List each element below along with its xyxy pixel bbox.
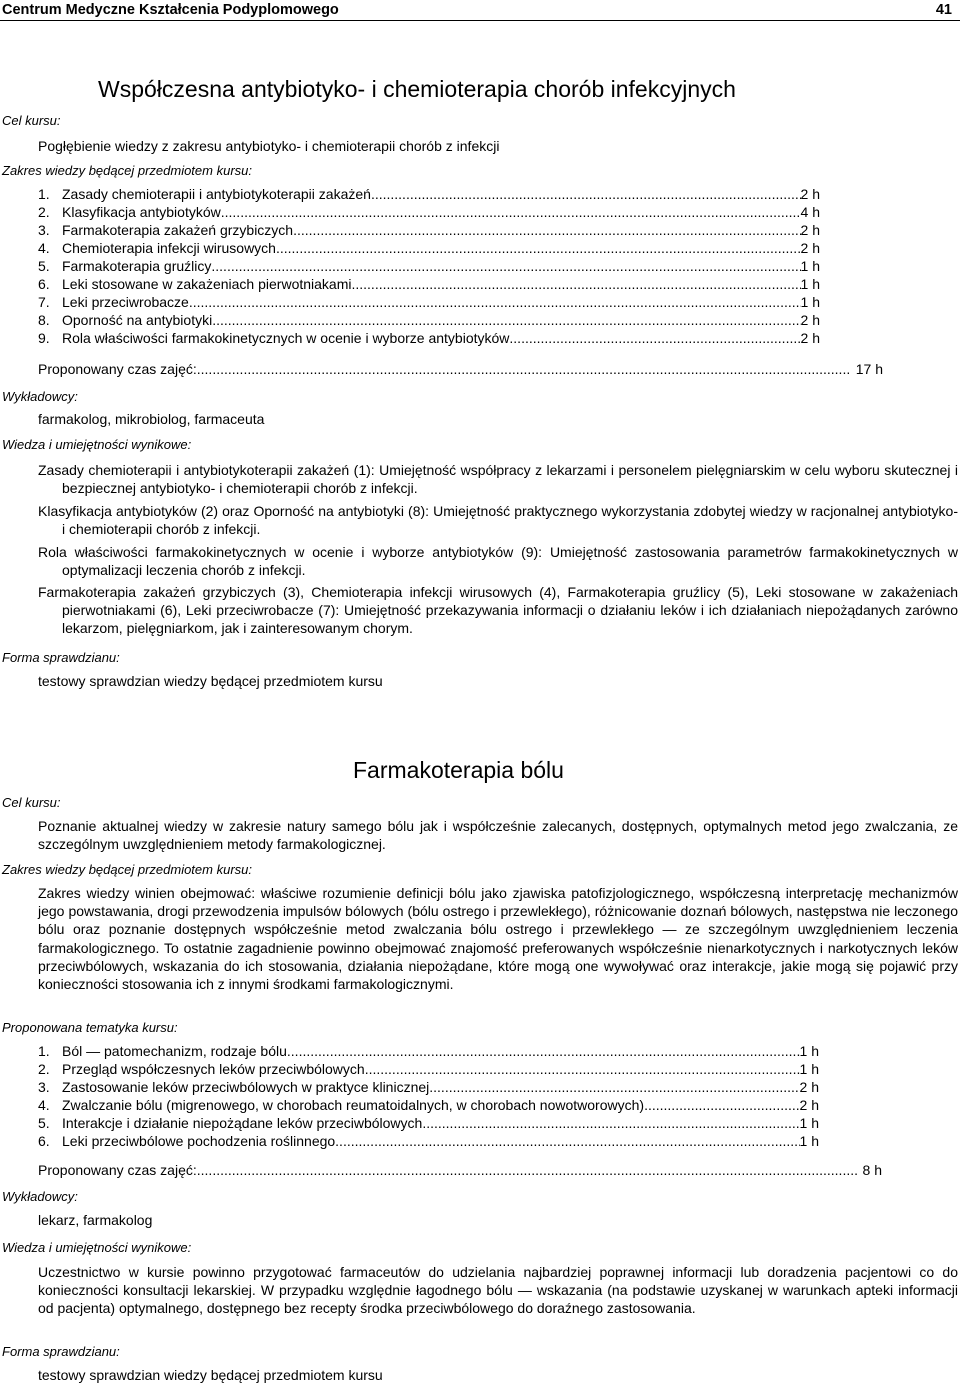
topic-number: 1. — [38, 1043, 50, 1059]
exam-text: testowy sprawdzian wiedzy będącej przedmiotem kursu — [38, 1367, 383, 1383]
proposed-time-value: 17 h — [855, 361, 883, 377]
outcome-item: Zasady chemioterapii i antybiotykoterapii zakażeń (1): Umiejętność współpracy z lekarzami i personelem pielęgniarskim w celu wyboru skutecznej i bezpiecznej antybiotyko- i chemioterapii chorób z infekcji. — [38, 462, 958, 497]
topic-number: 5. — [38, 258, 50, 274]
lecturers-label: Wykładowcy: — [2, 1189, 78, 1204]
topic-item — [38, 185, 820, 203]
topic-item — [38, 275, 820, 293]
topic-item — [38, 1132, 819, 1150]
topic-text: Zastosowanie leków przeciwbólowych w praktyce klinicznej — [62, 1079, 430, 1095]
leader-dots — [221, 203, 801, 221]
outcome-item: Rola właściwości farmakokinetycznych w ocenie i wyborze antybiotyków (9): Umiejętność zastosowania parametrów farmakokinetycznych w optymalizacji leczenia chorób z infekcji. — [38, 544, 958, 579]
topic-hours: 2 h — [800, 240, 820, 256]
leader-dots — [212, 311, 800, 329]
topic-list — [38, 1042, 819, 1150]
proposed-time — [38, 1161, 882, 1179]
topic-item — [38, 1042, 819, 1060]
topic-text: Chemioterapia infekcji wirusowych — [62, 240, 276, 256]
exam-text: testowy sprawdzian wiedzy będącej przedmiotem kursu — [38, 673, 383, 689]
exam-label: Forma sprawdzianu: — [2, 650, 120, 665]
topic-number: 8. — [38, 312, 50, 328]
scope-text: Zakres wiedzy winien obejmować: właściwe rozumienie definicji bólu jako zjawiska patofizjologicznego, współczesną interpretację mechanizmów jego powstawania, drogi przewodzenia impulsów bólowych (bólu ostrego i przewlekłego), różnicowanie doznań bólowych, następstwa nie leczonego bólu oraz poznanie dostępnych współcześnie metod zwalczania bólu ostrego i przewlekłego — ze szczególnym uwzględnieniem leczenia farmakologicznego. To ostatnie zagadnienie powinno obejmować znajomość preferowanych współcześnie nienarkotycznych i narkotycznych leków przeciwbólowych, wskazania do ich stosowania, działania niepożądane, które mogą one wywoływać oraz interakcje, jakie mogą się pojawić przy konieczności stosowania ich z innymi środkami farmakologicznymi. — [38, 885, 958, 992]
leader-dots — [293, 221, 800, 239]
leader-dots — [197, 1161, 857, 1179]
course-title: Współczesna antybiotyko- i chemioterapia chorób infekcyjnych — [98, 76, 736, 102]
topic-text: Leki przeciwbólowe pochodzenia roślinnego — [62, 1133, 336, 1149]
lecturers-text: farmakolog, mikrobiolog, farmaceuta — [38, 411, 265, 427]
outcomes-text: Uczestnictwo w kursie powinno przygotować farmaceutów do udzielania najbardziej poprawnej informacji lub doradzenia pacjentowi co do konieczności konsultacji lekarskiej. W przypadku względnie łagodnego bólu — wskazania (na podstawie uzyskanej w warunkach apteki informacji od pacjenta) optymalnego, dostępnego bez recepty środka przeciwbólowego do doraźnego zastosowania. — [38, 1264, 958, 1317]
goal-label: Cel kursu: — [2, 113, 61, 128]
topic-list — [38, 185, 820, 347]
topic-hours: 1 h — [800, 276, 820, 292]
topic-hours: 2 h — [800, 330, 820, 346]
topic-number: 1. — [38, 186, 50, 202]
topic-item — [38, 221, 820, 239]
topic-hours: 2 h — [799, 1079, 819, 1095]
topic-hours: 1 h — [799, 1061, 819, 1077]
leader-dots — [371, 185, 801, 203]
topic-number: 2. — [38, 204, 50, 220]
leader-dots — [351, 275, 800, 293]
topic-item — [38, 239, 820, 257]
topic-item — [38, 311, 820, 329]
topics-label: Proponowana tematyka kursu: — [2, 1020, 178, 1035]
outcomes-label: Wiedza i umiejętności wynikowe: — [2, 437, 192, 452]
topic-number: 6. — [38, 276, 50, 292]
topic-text: Leki stosowane w zakażeniach pierwotniakami — [62, 276, 352, 292]
topic-number: 2. — [38, 1061, 50, 1077]
leader-dots — [509, 329, 800, 347]
topic-number: 4. — [38, 240, 50, 256]
outcome-item: Farmakoterapia zakażeń grzybiczych (3), Chemioterapia infekcji wirusowych (4), Farmakoterapia gruźlicy (5), Leki stosowane w zakażeniach pierwotniakami (6), Leki przeciwrobacze (7): Umiejętność przekazywania informacji o działaniu leków i ich działaniach niepożądanych zarówno lekarzom, pielęgniarkom, jak i zainteresowanym chorym. — [38, 584, 958, 637]
topic-text: Przegląd współczesnych leków przeciwbólowych — [62, 1061, 365, 1077]
topic-text: Leki przeciwrobacze — [62, 294, 189, 310]
topic-number: 4. — [38, 1097, 50, 1113]
topic-hours: 2 h — [800, 312, 820, 328]
lecturers-text: lekarz, farmakolog — [38, 1212, 153, 1228]
goal-text: Pogłębienie wiedzy z zakresu antybiotyko- i chemioterapii chorób z infekcji — [38, 138, 500, 154]
topic-hours: 2 h — [799, 1097, 819, 1113]
topic-item — [38, 329, 820, 347]
course-title: Farmakoterapia bólu — [353, 757, 564, 783]
topic-number: 9. — [38, 330, 50, 346]
page-header — [0, 0, 960, 20]
topic-number: 3. — [38, 222, 50, 238]
topic-number: 7. — [38, 294, 50, 310]
leader-dots — [189, 293, 801, 311]
leader-dots — [335, 1132, 799, 1150]
leader-dots — [429, 1078, 799, 1096]
institution-name: Centrum Medyczne Kształcenia Podyplomowego — [2, 2, 339, 18]
topic-text: Farmakoterapia gruźlicy — [62, 258, 212, 274]
topic-item — [38, 203, 820, 221]
goal-text: Poznanie aktualnej wiedzy w zakresie natury samego bólu jak i współcześnie zalecanych, dostępnych, optymalnych metod jego zwalczania, ze szczególnym uwzględnieniem metody farmakologicznej. — [38, 818, 958, 853]
topic-item — [38, 1114, 819, 1132]
topic-hours: 1 h — [799, 1043, 819, 1059]
topic-hours: 4 h — [800, 204, 820, 220]
topic-hours: 1 h — [800, 294, 820, 310]
header-rule — [0, 20, 960, 21]
leader-dots — [422, 1114, 799, 1132]
outcomes-label: Wiedza i umiejętności wynikowe: — [2, 1240, 192, 1255]
scope-label: Zakres wiedzy będącej przedmiotem kursu: — [2, 163, 252, 178]
topic-number: 6. — [38, 1133, 50, 1149]
topic-text: Farmakoterapia zakażeń grzybiczych — [62, 222, 294, 238]
topic-text: Zwalczanie bólu (migrenowego, w chorobach reumatoidalnych, w chorobach nowotworowych) — [62, 1097, 645, 1113]
leader-dots — [197, 360, 850, 378]
topic-item — [38, 1096, 819, 1114]
topic-hours: 1 h — [799, 1133, 819, 1149]
topic-item — [38, 1060, 819, 1078]
leader-dots — [276, 239, 801, 257]
leader-dots — [644, 1096, 799, 1114]
leader-dots — [287, 1042, 800, 1060]
topic-text: Zasady chemioterapii i antybiotykoterapii zakażeń — [62, 186, 371, 202]
exam-label: Forma sprawdzianu: — [2, 1344, 120, 1359]
lecturers-label: Wykładowcy: — [2, 389, 78, 404]
scope-label: Zakres wiedzy będącej przedmiotem kursu: — [2, 862, 252, 877]
topic-number: 5. — [38, 1115, 50, 1131]
topic-hours: 2 h — [800, 186, 820, 202]
topic-text: Interakcje i działanie niepożądane leków przeciwbólowych — [62, 1115, 423, 1131]
topic-text: Ból — patomechanizm, rodzaje bólu — [62, 1043, 287, 1059]
topic-number: 3. — [38, 1079, 50, 1095]
leader-dots — [211, 257, 800, 275]
topic-hours: 1 h — [800, 258, 820, 274]
outcome-item: Klasyfikacja antybiotyków (2) oraz Oporność na antybiotyki (8): Umiejętność praktycznego wykorzystania zdobytej wiedzy w racjonalnej antybiotyko- i chemioterapii chorób z infekcji. — [38, 503, 958, 538]
proposed-time-label: Proponowany czas zajęć: — [38, 361, 197, 377]
topic-item — [38, 257, 820, 275]
topic-hours: 1 h — [799, 1115, 819, 1131]
proposed-time-value: 8 h — [862, 1162, 882, 1178]
proposed-time-label: Proponowany czas zajęć: — [38, 1162, 197, 1178]
goal-label: Cel kursu: — [2, 795, 61, 810]
topic-item — [38, 293, 820, 311]
proposed-time — [38, 360, 883, 378]
topic-text: Oporność na antybiotyki — [62, 312, 213, 328]
topic-item — [38, 1078, 819, 1096]
topic-text: Klasyfikacja antybiotyków — [62, 204, 221, 220]
topic-text: Rola właściwości farmakokinetycznych w ocenie i wyborze antybiotyków — [62, 330, 510, 346]
topic-hours: 2 h — [800, 222, 820, 238]
leader-dots — [365, 1060, 800, 1078]
page-number: 41 — [935, 2, 952, 18]
